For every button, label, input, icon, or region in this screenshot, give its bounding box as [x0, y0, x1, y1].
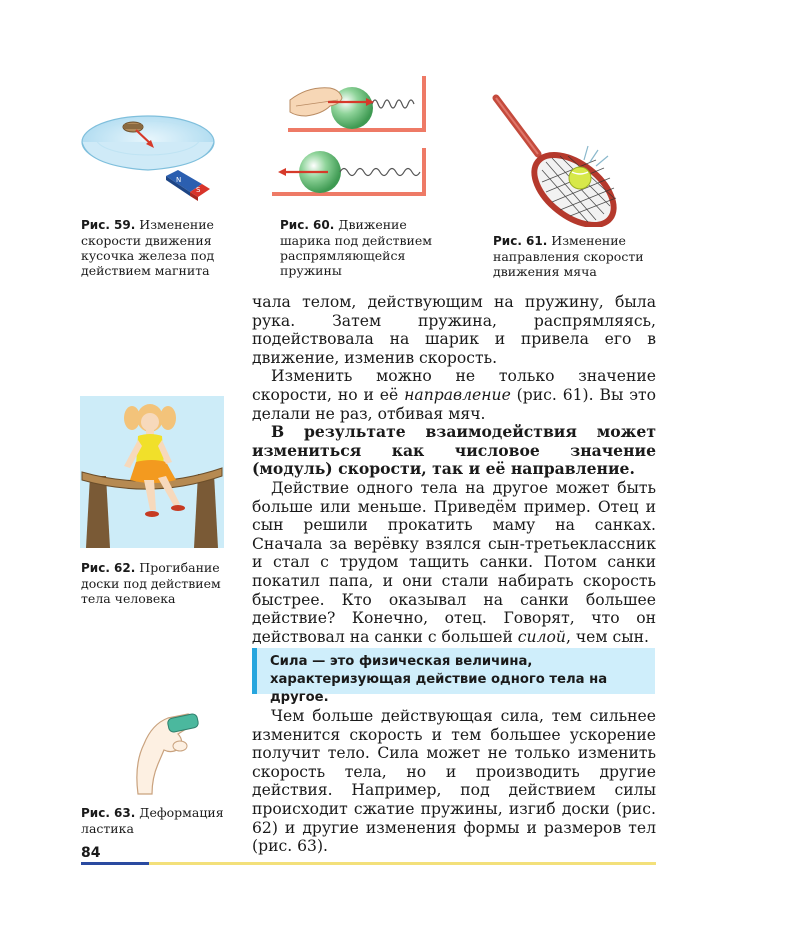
definition-text: Сила — это физическая величина, характеризующая действие одного тела на другое. — [270, 654, 608, 705]
figure-59-illustration — [78, 100, 228, 205]
figure-63-caption: Рис. 63. Деформация ластика — [81, 805, 224, 836]
figure-62-caption: Рис. 62. Прогибание доски под действием тела человека — [81, 560, 221, 606]
definition-accent-bar — [252, 648, 257, 694]
svg-text:N: N — [176, 176, 182, 184]
paragraph-continuation: чала телом, действующим на пружину, была рука. Затем пружина, распрямляясь, подействовала на шарик и привела его в движение, изменив скорость. — [252, 293, 656, 367]
paragraph-direction: Изменить можно не только значение скорости, но и её направление (рис. 61). Вы это делали не раз, отбивая мяч. — [252, 367, 656, 423]
svg-text:S: S — [196, 186, 201, 194]
body-text-lower — [252, 707, 656, 856]
paragraph-conclusion: В результате взаимодействия может измениться как числовое значение (модуль) скорости, так и её направление. — [252, 422, 656, 479]
paragraph-example: Действие одного тела на другое может быть больше или меньше. Приведём пример. Отец и сын решили прокатить маму на санках. Сначала за верёвку взялся сын-третьеклассник и стал с трудом тащить санки. Потом санки покатил папа, и они стали набирать скорость быстрее. Кто оказывал на санки большее действие? Конечно, отец. Говорят, что он действовал на санки с большей силой, чем сын. — [252, 478, 656, 646]
figure-59-caption: Рис. 59. Изменение скорости движения кусочка железа под действием магнита — [81, 217, 215, 278]
body-text-upper — [252, 293, 656, 646]
figure-61-caption: Рис. 61. Изменение направления скорости движения мяча — [493, 233, 644, 279]
footer-rule — [81, 862, 656, 865]
figure-61-illustration — [486, 92, 636, 227]
figure-60-illustration — [268, 72, 434, 204]
figure-60-caption: Рис. 60. Движение шарика под действием распрямляющейся пружины — [280, 217, 433, 278]
paragraph-force-effects: Чем больше действующая сила, тем сильнее изменится скорость и тем большее ускорение получит тело. Сила может не только изменить скорость тела, но и производить другие действия. Например, под действием силы происходит сжатие пружины, изгиб доски (рис. 62) и другие изменения формы и размеров тел (рис. 63). — [252, 707, 656, 856]
figure-63-illustration — [118, 704, 206, 796]
figure-62-illustration — [80, 396, 224, 548]
definition-box — [252, 648, 655, 705]
page-number: 84 — [81, 845, 101, 861]
